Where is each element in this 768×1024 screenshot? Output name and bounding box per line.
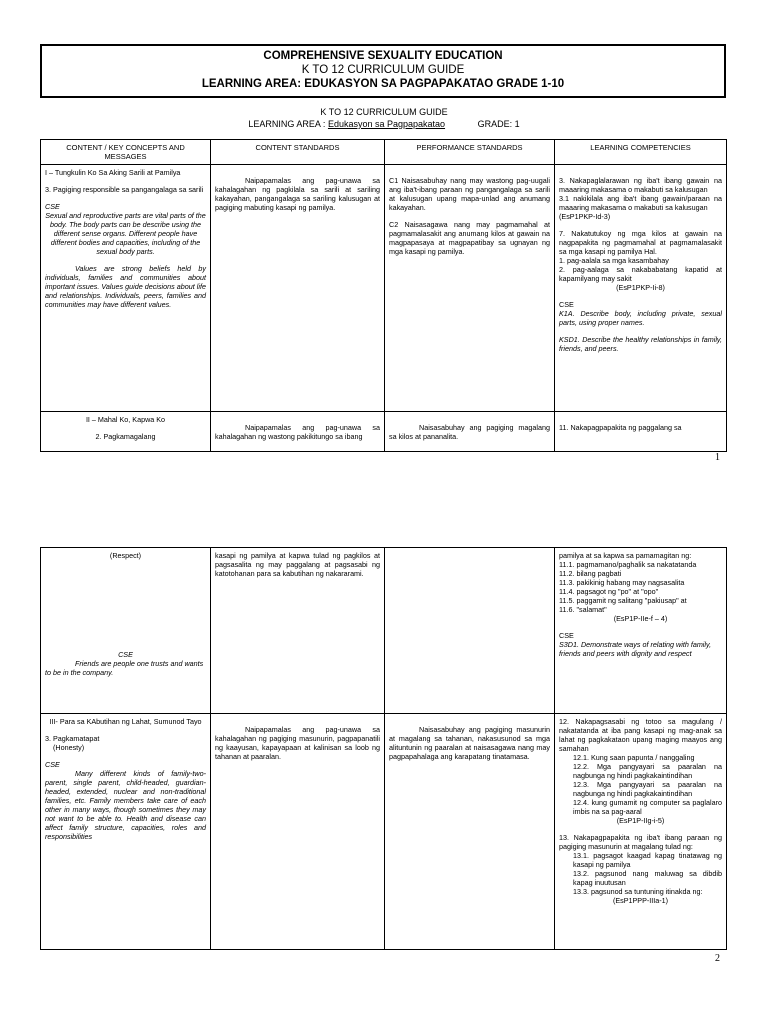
topic-title: I – Tungkulin Ko Sa Aking Sarili at Pamilya	[45, 168, 181, 177]
competency-subitem: 13.1. pagsagot kaagad kapag tinatawag ng kasapi ng pamilya	[573, 851, 722, 869]
content-cell	[41, 714, 211, 950]
learning-competency-cell	[555, 412, 727, 452]
subtopic-english: (Honesty)	[53, 743, 85, 752]
content-standard-cell	[211, 412, 385, 452]
page-number: 1	[715, 452, 720, 463]
performance-standard-text: Naisasabuhay ang pagiging masunurin at magalang sa tahanan, nakasusunod sa mga alituntunin ng paaralan at naisasagawa nang may pagpapahalaga ang karapatang tinatamasa.	[389, 725, 550, 761]
cse-message: Sexual and reproductive parts are vital parts of the body. The body parts can be describe using the different sense organs. Different people have different bodies and capacities, including of the sexual body parts.	[45, 211, 206, 256]
subheader-guide: K TO 12 CURRICULUM GUIDE	[320, 107, 448, 117]
header-title: COMPREHENSIVE SEXUALITY EDUCATION	[263, 50, 503, 62]
content-standard-cell	[211, 714, 385, 950]
page-2	[0, 530, 768, 1024]
content-standard-cell	[211, 548, 385, 714]
competency-subitem: 11.2. bilang pagbati	[559, 569, 622, 578]
performance-standard-cell	[385, 714, 555, 950]
competency-code: (EsP1P-IIg-i-5)	[616, 816, 665, 825]
cse-competency: K1A. Describe body, including private, sexual parts, using proper names.	[559, 309, 722, 327]
subtopic: 3. Pagkamatapat	[45, 734, 100, 743]
page-1	[0, 0, 768, 470]
competency-subitem: 11.1. pagmamano/paghalik sa nakatatanda	[559, 560, 697, 569]
competency-code: (EsP1PKP-Id-3)	[559, 212, 611, 221]
content-cell	[41, 165, 211, 412]
content-standard-text: Naipapamalas ang pag-unawa sa kahalagahan ng pagiging masunurin, pagpapanatili ng kaayusan, kapayapaan at kalinisan sa loob ng tahanan at paaralan.	[215, 725, 380, 761]
competency-subitem: 12.3. Mga pangyayari sa paaralan na nagbunga ng hindi pagkakaintindihan	[573, 780, 722, 798]
subtopic: 3. Pagiging responsible sa pangangalaga sa sarili	[45, 185, 204, 194]
area-label: LEARNING AREA :	[248, 119, 326, 129]
subtopic: 2. Pagkamagalang	[95, 432, 156, 441]
curriculum-table-page-1	[40, 139, 727, 452]
competency-subitem: 13.2. pagsunod nang maluwag sa dibdib kapag inuutusan	[573, 869, 722, 887]
cse-competency: KSD1. Describe the healthy relationships in family, friends, and peers.	[559, 335, 722, 353]
column-header-content: CONTENT / KEY CONCEPTS AND MESSAGES	[41, 140, 211, 165]
performance-standard-c2: C2 Naisasagawa nang may pagmamahal at pagmamalasakit ang anumang kilos at gawain na magpapasaya at magpapatibay sa ugnayan ng mga kasapi ng pamilya.	[389, 220, 550, 256]
competency-item: 3. Nakapaglalarawan ng iba't ibang gawain na maaaring makasama o makabuti sa kalusugan	[559, 176, 722, 194]
subheader-area	[0, 119, 768, 129]
content-cell	[41, 548, 211, 714]
column-header-performance-standards: PERFORMANCE STANDARDS	[385, 140, 555, 165]
competency-item: 13. Nakapagpapakita ng iba't ibang paraan ng pagiging masunurin at magalang tulad ng:	[559, 833, 722, 851]
performance-standard-c1: C1 Naisasabuhay nang may wastong pag-uugali ang iba't-ibang paraan ng pangangalaga sa sarili at kalusugan upang mapa-unlad ang anumang kakayahan.	[389, 176, 550, 212]
cse-message: Many different kinds of family-two-parent, single parent, child-headed, guardian-headed, extended, nuclear and non-traditional families, etc. Family members take care of each other in many ways, though sometimes they may not want to be able to. Health and disease can affect family structure, capacities, roles and responsibilities	[45, 769, 206, 841]
topic-title: III- Para sa KAbutihan ng Lahat, Sumunod Tayo	[49, 717, 202, 726]
competency-subitem: 11.5. paggamit ng salitang "pakiusap" at	[559, 596, 687, 605]
table-header-row	[41, 140, 727, 165]
cse-competency: S3D1. Demonstrate ways of relating with family, friends and peers with dignity and respect	[559, 640, 712, 658]
grade-label: GRADE: 1	[477, 119, 520, 129]
area-value: Edukasyon sa Pagpapakatao	[327, 119, 446, 129]
learning-competency-cell	[555, 548, 727, 714]
content-standard-text: Naipapamalas ang pag-unawa sa kahalagahan ng pagkilala sa sarili at sariling kakayahan, pangangalaga sa sariling kalusugan at pagiging mabuting kasapi ng pamilya.	[215, 176, 380, 212]
competency-subitem: 1. pag-aalala sa mga kasambahay	[559, 256, 669, 265]
competency-code: (EsP1PKP-Ii-8)	[616, 283, 665, 292]
column-header-content-standards: CONTENT STANDARDS	[211, 140, 385, 165]
header-subtitle: K TO 12 CURRICULUM GUIDE	[301, 64, 465, 76]
competency-code: (EsP1PPP-IIIa-1)	[612, 896, 669, 905]
competency-item: pamilya at sa kapwa sa pamamagitan ng:	[559, 551, 692, 560]
table-row	[41, 412, 727, 452]
competency-subitem: 13.3. pagsunod sa tuntuning itinakda ng:	[573, 887, 703, 896]
competency-subitem: 11.3. pakikinig habang may nagsasalita	[559, 578, 685, 587]
page-gap	[0, 470, 768, 530]
cse-label: CSE	[559, 631, 574, 640]
cse-label: CSE	[118, 650, 133, 659]
competency-subitem: 2. pag-aalaga sa nakababatang kapatid at kapamilyang may sakit	[559, 265, 722, 283]
performance-standard-cell	[385, 165, 555, 412]
topic-title: II – Mahal Ko, Kapwa Ko	[85, 415, 166, 424]
performance-standard-text: Naisasabuhay ang pagiging magalang sa kilos at pananalita.	[389, 423, 550, 441]
cse-label: CSE	[45, 760, 60, 769]
document-header	[40, 44, 726, 98]
curriculum-table-page-2	[40, 547, 727, 950]
content-standard-text: kasapi ng pamilya at kapwa tulad ng pagkilos at pagsasalita ng may paggalang at pagsasabi ng katotohanan para sa kabutihan ng nakararami.	[215, 551, 380, 578]
content-standard-cell	[211, 165, 385, 412]
competency-item: 11. Nakapagpapakita ng paggalang sa	[559, 423, 682, 432]
competency-item: 7. Nakatutukoy ng mga kilos at gawain na nagpapakita ng pagmamahal at pagmamalasakit sa mga kasapi ng pamilya Hal.	[559, 229, 722, 256]
content-cell	[41, 412, 211, 452]
performance-standard-cell	[385, 412, 555, 452]
competency-subitem: 12.1. Kung saan papunta / nanggaling	[573, 753, 695, 762]
column-header-learning-competencies: LEARNING COMPETENCIES	[555, 140, 727, 165]
competency-item: 3.1 nakikilala ang iba't ibang gawain/paraan na maaaring makasama o makabuti sa kalusugan	[559, 194, 722, 212]
cse-message: Friends are people one trusts and wants to be in the company.	[45, 659, 204, 677]
competency-code: (EsP1P-IIe-f – 4)	[613, 614, 668, 623]
competency-subitem: 12.4. kung gumamit ng computer sa paglalaro imbis na sa pag-aaral	[573, 798, 722, 816]
competency-subitem: 11.6. "salamat"	[559, 605, 607, 614]
header-learning-area: LEARNING AREA: EDUKASYON SA PAGPAPAKATAO GRADE 1-10	[201, 78, 565, 90]
performance-standard-cell	[385, 548, 555, 714]
subtopic: (Respect)	[109, 551, 142, 560]
competency-subitem: 12.2. Mga pangyayari sa paaralan na nagbunga ng hindi pagkakaintindihan	[573, 762, 722, 780]
content-standard-text: Naipapamalas ang pag-unawa sa kahalagahan ng wastong pakikitungo sa ibang	[215, 423, 380, 441]
cse-message: Values are strong beliefs held by individuals, families and communities about important issues. Values guide decisions about life and relationships. Individuals, peers, families and communities may have different values.	[45, 264, 206, 309]
table-row	[41, 548, 727, 714]
page-number: 2	[715, 953, 720, 964]
learning-competency-cell	[555, 714, 727, 950]
table-row	[41, 714, 727, 950]
learning-competency-cell	[555, 165, 727, 412]
competency-item: 12. Nakapagsasabi ng totoo sa magulang / nakatatanda at iba pang kasapi ng mag-anak sa lahat ng pagkakataon upang maging maayos ang samahan	[559, 717, 722, 753]
competency-subitem: 11.4. pagsagot ng "po" at "opo"	[559, 587, 659, 596]
cse-label: CSE	[559, 300, 574, 309]
cse-label: CSE	[45, 202, 60, 211]
table-row	[41, 165, 727, 412]
